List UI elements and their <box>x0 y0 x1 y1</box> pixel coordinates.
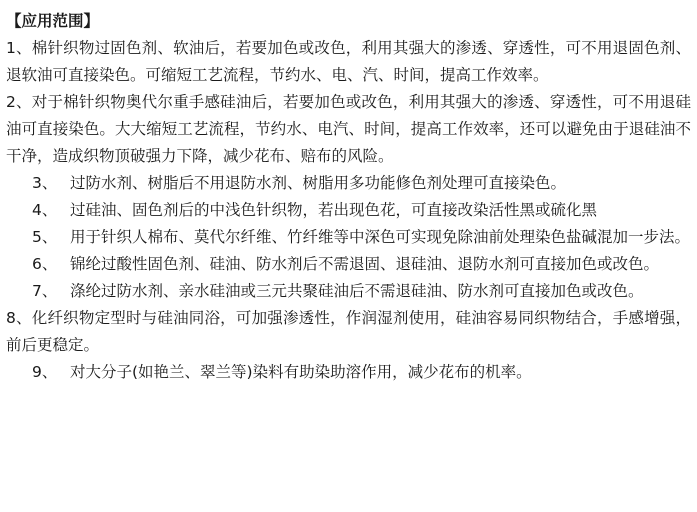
item-text: 化纤织物定型时与硅油同浴，可加强渗透性，作润湿剂使用，硅油容易同织物结合，手感增强，前后更稳定。 <box>6 309 691 354</box>
list-item-4 <box>6 197 691 224</box>
list-item-6 <box>6 251 691 278</box>
list-item-7 <box>6 278 691 305</box>
item-number: 7、 <box>32 282 58 300</box>
item-number: 8、 <box>6 309 32 327</box>
item-text: 涤纶过防水剂、亲水硅油或三元共聚硅油后不需退硅油、防水剂可直接加色或改色。 <box>70 282 644 300</box>
list-item-3 <box>6 170 691 197</box>
item-number: 1、 <box>6 39 32 57</box>
item-number: 2、 <box>6 93 32 111</box>
item-number: 4、 <box>32 201 58 219</box>
item-number: 6、 <box>32 255 58 273</box>
item-text: 对于棉针织物奥代尔重手感硅油后，若要加色或改色，利用其强大的渗透、穿透性，可不用退硅油可直接染色。大大缩短工艺流程，节约水、电汽、时间，提高工作效率，还可以避免由于退硅油不干净，造成织物顶破强力下降，减少花布、赔布的风险。 <box>6 93 691 165</box>
item-text: 过硅油、固色剂后的中浅色针织物，若出现色花，可直接改染活性黑或硫化黑 <box>70 201 598 219</box>
item-text: 用于针织人棉布、莫代尔纤维、竹纤维等中深色可实现免除油前处理染色盐碱混加一步法。 <box>70 228 691 246</box>
list-item-9 <box>6 359 691 386</box>
list-item-8 <box>6 305 691 359</box>
item-text: 过防水剂、树脂后不用退防水剂、树脂用多功能修色剂处理可直接染色。 <box>70 174 567 192</box>
item-number: 5、 <box>32 228 58 246</box>
item-text: 棉针织物过固色剂、软油后，若要加色或改色，利用其强大的渗透、穿透性，可不用退固色剂、退软油可直接染色。可缩短工艺流程，节约水、电、汽、时间，提高工作效率。 <box>6 39 691 84</box>
item-text: 锦纶过酸性固色剂、硅油、防水剂后不需退固、退硅油、退防水剂可直接加色或改色。 <box>70 255 660 273</box>
item-number: 9、 <box>32 363 58 381</box>
item-number: 3、 <box>32 174 58 192</box>
list-item-1 <box>6 35 691 89</box>
section-heading: 【应用范围】 <box>6 12 100 30</box>
item-text: 对大分子(如艳兰、翠兰等)染料有助染助溶作用，减少花布的机率。 <box>70 363 532 381</box>
list-item-5 <box>6 224 691 251</box>
list-item-2 <box>6 89 691 170</box>
